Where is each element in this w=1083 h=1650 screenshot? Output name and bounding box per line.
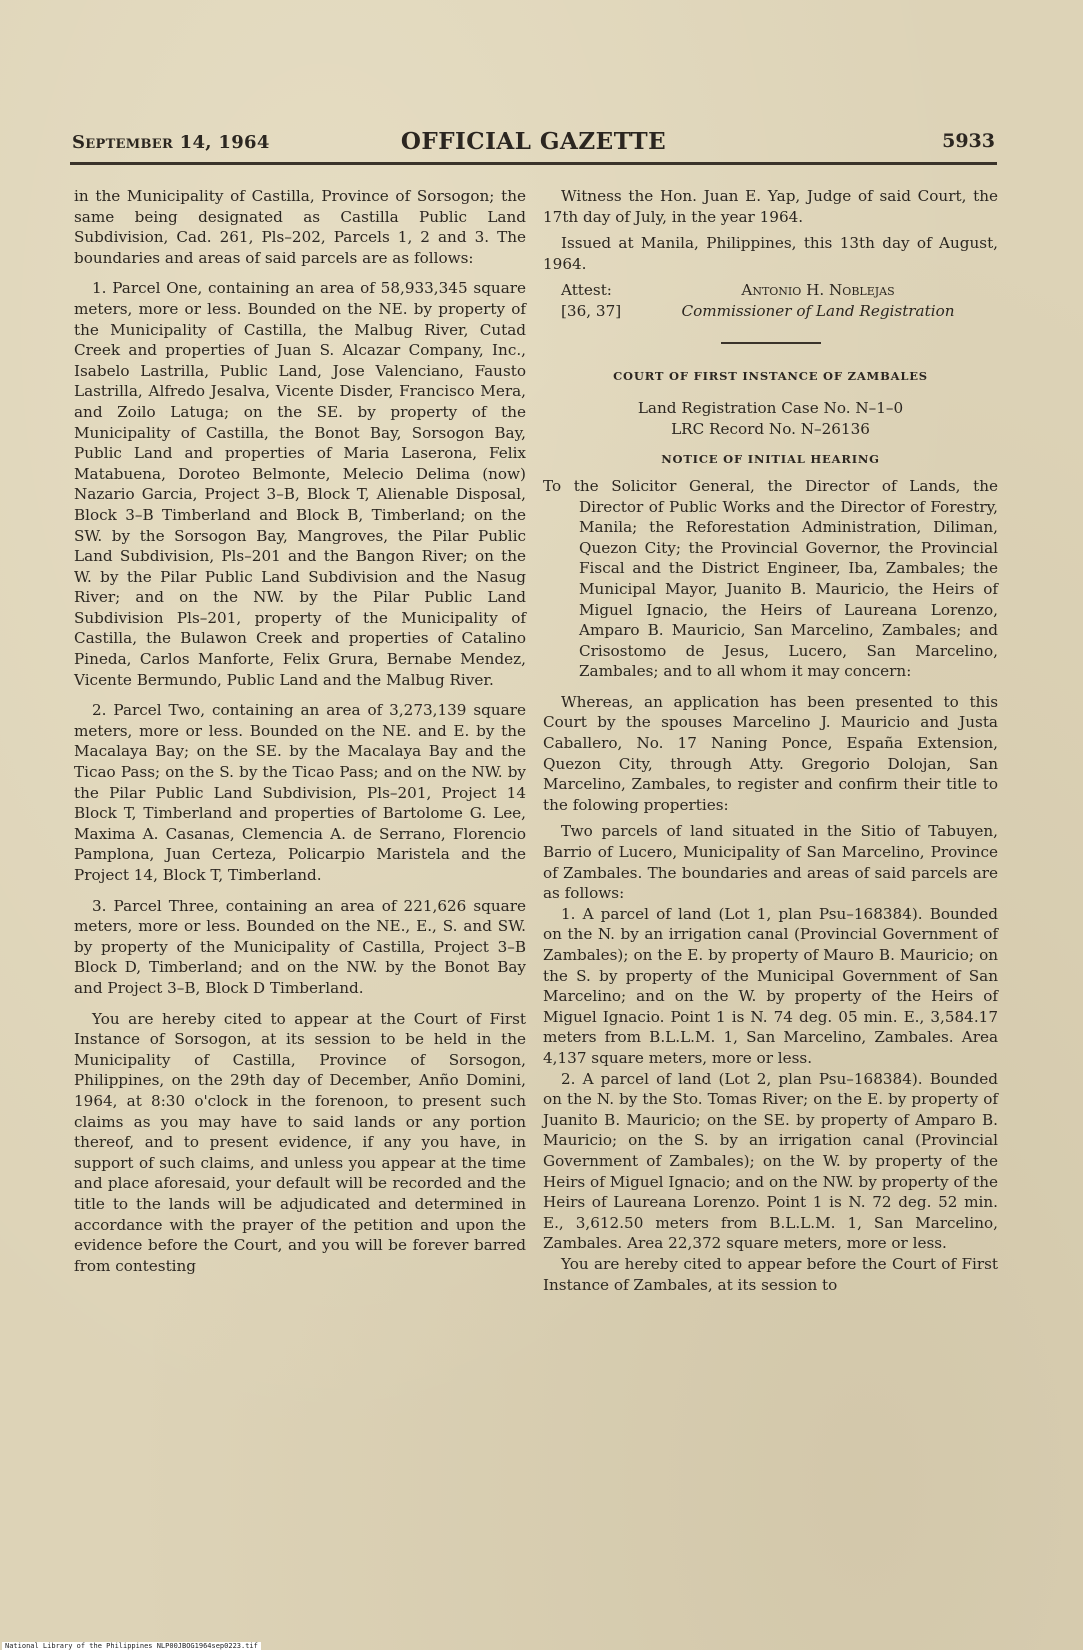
lot-one-paragraph: 1. A parcel of land (Lot 1, plan Psu–168384). Bounded on the N. by an irrigation canal (Provincial Government of Zambales); on the E. by property of Mauro B. Mauricio; on the S. by property of the Municipal Government of San Marcelino; and on the W. by property of the Heirs of Miguel Ignacio. Point 1 is N. 74 deg. 05 min. E., 3,584.17 meters from B.L.L.M. 1, San Marcelino, Zambales. Area 4,137 square meters, more or less. bbox=[543, 904, 998, 1067]
lot-two-paragraph: 2. A parcel of land (Lot 2, plan Psu–168384). Bounded on the N. by the Sto. Tomas River; on the E. by property of Juanito B. Mauricio; on the SE. by property of Amparo B. Mauricio; on the S. by an irrigation canal (Provincial Government of Zambales); on the W. by property of the Heirs of Miguel Ignacio; and on the NW. by property of the Heirs of Laureana Lorenzo. Point 1 is N. 72 deg. 52 min. E., 3,612.50 meters from B.L.L.M. 1, San Marcelino, Zambales. Area 22,372 square meters, more or less. bbox=[543, 1069, 998, 1253]
left-column bbox=[74, 186, 526, 1276]
attest-name: Antonio H. Noblejas bbox=[741, 281, 895, 300]
court-heading: COURT OF FIRST INSTANCE OF ZAMBALES bbox=[613, 368, 928, 383]
header-page-number: 5933 bbox=[942, 130, 995, 152]
addressees-paragraph: To the Solicitor General, the Director of Lands, the Director of Public Works and the Director of Forestry, Manila; the Reforestation Administration, Diliman, Quezon City; the Provincial Governor, the Provincial Fiscal and the District Engineer, Iba, Zambales; the Municipal Mayor, Juanito B. Mauricio, the Heirs of Miguel Ignacio, the Heirs of Laureana Lorenzo, Amparo B. Mauricio, San Marcelino, Zambales; and Crisostomo de Jesus, Lucero, San Marcelino, Zambales; and to all whom it may concern: bbox=[543, 476, 998, 681]
witness-paragraph: Witness the Hon. Juan E. Yap, Judge of said Court, the 17th day of July, in the year 1964. bbox=[543, 187, 998, 226]
parcel-one-paragraph: 1. Parcel One, containing an area of 58,933,345 square meters, more or less. Bounded on the NE. by property of the Municipality of Castilla, the Malbug River, Cutad Creek and properties of Juan S. Alcazar Company, Inc., Isabelo Lastrilla, Public Land, Jose Valenciano, Fausto Lastrilla, Alfredo Jesalva, Vicente Disder, Francisco Mera, and Zoilo Latuga; on the SE. by property of the Municipality of Castilla, the Bonot Bay, Sorsogon Bay, Public Land and properties of Maria Laserona, Felix Matabuena, Doroteo Belmonte, Melecio Delima (now) Nazario Garcia, Project 3–B, Block T, Alienable Disposal, Block 3–B Timberland and Block B, Timberland; on the SW. by the Sorsogon Bay, Mangroves, the Pilar Public Land Subdivision, Pls–201 and the Bangon River; on the W. by the Pilar Public Land Subdivision and the Nasug River; and on the NW. by the Pilar Public Land Subdivision Pls–201, property of the Municipality of Castilla, the Bulawon Creek and properties of Catalino Pineda, Carlos Manforte, Felix Grura, Bernabe Mendez, Vicente Bermundo, Public Land and the Malbug River. bbox=[74, 279, 526, 689]
parcel-two-paragraph: 2. Parcel Two, containing an area of 3,273,139 square meters, more or less. Bounded on the NE. and E. by the Macalaya Bay; on the SE. by the Macalaya Bay and the Ticao Pass; on the S. by the Ticao Pass; and on the NW. by the Pilar Public Land Subdivision, Pls–201, Project 14 Block T, Timberland and properties of Bartolome G. Lee, Maxima A. Casanas, Clemencia A. de Serrano, Florencio Pamplona, Juan Certeza, Policarpio Maristela and the Project 14, Block T, Timberland. bbox=[74, 701, 526, 884]
right-column bbox=[543, 186, 998, 1295]
attest-row bbox=[543, 280, 998, 301]
whereas-paragraph: Whereas, an application has been presented to this Court by the spouses Marcelino J. Mauricio and Justa Caballero, No. 17 Naning Ponce, España Extension, Quezon City, through Atty. Gregorio Dolojan, San Marcelino, Zambales, to register and confirm their title to the folowing properties: bbox=[543, 692, 998, 814]
header-rule bbox=[70, 162, 997, 165]
attest-label: Attest: bbox=[561, 281, 612, 300]
two-parcels-paragraph: Two parcels of land situated in the Sitio of Tabuyen, Barrio of Lucero, Municipality of San Marcelino, Province of Zambales. The boundaries and areas of said parcels are as follows: bbox=[543, 822, 998, 903]
header-title: OFFICIAL GAZETTE bbox=[400, 128, 667, 155]
citation-paragraph: You are hereby cited to appear at the Court of First Instance of Sorsogon, at its session to be held in the Municipality of Castilla, Province of Sorsogon, Philippines, on the 29th day of December, Anño Domini, 1964, at 8:30 o'clock in the forenoon, to present such claims as you may have to said lands or any portion thereof, and to present evidence, if any you have, in support of such claims, and unless you appear at the time and place aforesaid, your default will be recorded and the title to the lands will be adjudicated and determined in accordance with the prayer of the petition and upon the evidence before the Court, and you will be forever barred from contesting bbox=[74, 1009, 526, 1275]
scan-footer: National Library of the Philippines NLP00JBOG1964sep0223.tif bbox=[2, 1642, 261, 1650]
attest-title-row bbox=[543, 301, 998, 322]
notice-heading: NOTICE OF INITIAL HEARING bbox=[661, 452, 880, 467]
attest-title: Commissioner of Land Registration bbox=[681, 301, 955, 320]
intro-paragraph: in the Municipality of Castilla, Province of Sorsogon; the same being designated as Castilla Public Land Subdivision, Cad. 261, Pls–202, Parcels 1, 2 and 3. The boundaries and areas of said parcels are as follows: bbox=[74, 187, 526, 267]
attest-reference: [36, 37] bbox=[561, 301, 622, 320]
issued-paragraph: Issued at Manila, Philippines, this 13th day of August, 1964. bbox=[543, 234, 998, 273]
zambales-citation-paragraph: You are hereby cited to appear before the Court of First Instance of Zambales, at its session to bbox=[543, 1254, 998, 1294]
section-divider bbox=[721, 342, 821, 344]
lrc-record-number: LRC Record No. N–26136 bbox=[671, 419, 870, 438]
case-number: Land Registration Case No. N–1–0 bbox=[637, 399, 904, 418]
page-header bbox=[72, 128, 995, 158]
header-date: September 14, 1964 bbox=[72, 132, 270, 153]
parcel-three-paragraph: 3. Parcel Three, containing an area of 221,626 square meters, more or less. Bounded on the NE., E., S. and SW. by property of the Municipality of Castilla, Project 3–B Block D, Timberland; and on the NW. by the Bonot Bay and Project 3–B, Block D Timberland. bbox=[74, 896, 526, 997]
